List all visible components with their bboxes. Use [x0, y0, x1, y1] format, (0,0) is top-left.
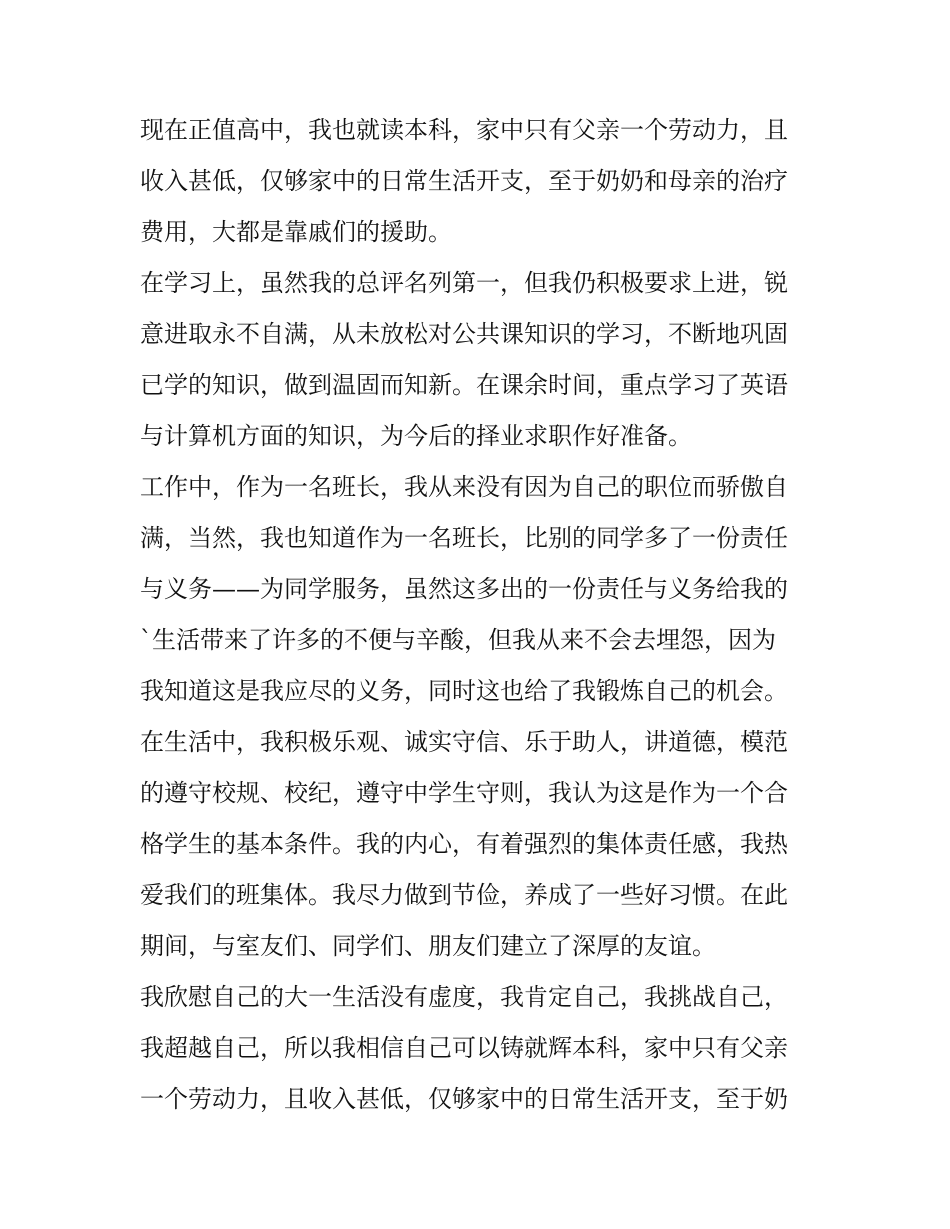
text-line-17: 期间，与室友们、同学们、朋友们建立了深厚的友谊。 [140, 932, 716, 960]
text-line-6: 已学的知识，做到温固而知新。在课余时间，重点学习了英语 [140, 371, 788, 399]
text-line-3: 费用，大都是靠戚们的援助。 [140, 218, 452, 246]
text-line-18: 我欣慰自己的大一生活没有虚度，我肯定自己，我挑战自己， [140, 983, 788, 1011]
text-line-19: 我超越自己，所以我相信自己可以铸就辉本科，家中只有父亲 [140, 1034, 788, 1062]
text-line-10: 与义务——为同学服务，虽然这多出的一份责任与义务给我的 [140, 575, 788, 603]
text-line-4: 在学习上，虽然我的总评名列第一，但我仍积极要求上进，锐 [140, 269, 788, 297]
text-line-8: 工作中，作为一名班长，我从来没有因为自己的职位而骄傲自 [140, 473, 788, 501]
text-line-20: 一个劳动力，且收入甚低，仅够家中的日常生活开支，至于奶 [140, 1085, 788, 1113]
text-line-16: 爱我们的班集体。我尽力做到节俭，养成了一些好习惯。在此 [140, 881, 788, 909]
text-line-11: `生活带来了许多的不便与辛酸，但我从来不会去埋怨，因为 [140, 626, 776, 654]
text-line-5: 意进取永不自满，从未放松对公共课知识的学习，不断地巩固 [140, 320, 788, 348]
text-line-13: 在生活中，我积极乐观、诚实守信、乐于助人，讲道德，模范 [140, 728, 788, 756]
text-line-9: 满，当然，我也知道作为一名班长，比别的同学多了一份责任 [140, 524, 788, 552]
text-line-1: 现在正值高中，我也就读本科，家中只有父亲一个劳动力，且 [140, 116, 788, 144]
document-body-text [140, 105, 812, 1125]
text-line-2: 收入甚低，仅够家中的日常生活开支，至于奶奶和母亲的治疗 [140, 167, 788, 195]
text-line-12: 我知道这是我应尽的义务，同时这也给了我锻炼自己的机会。 [140, 677, 788, 705]
text-line-7: 与计算机方面的知识，为今后的择业求职作好准备。 [140, 422, 692, 450]
text-line-15: 格学生的基本条件。我的内心，有着强烈的集体责任感，我热 [140, 830, 788, 858]
text-line-14: 的遵守校规、校纪，遵守中学生守则，我认为这是作为一个合 [140, 779, 788, 807]
